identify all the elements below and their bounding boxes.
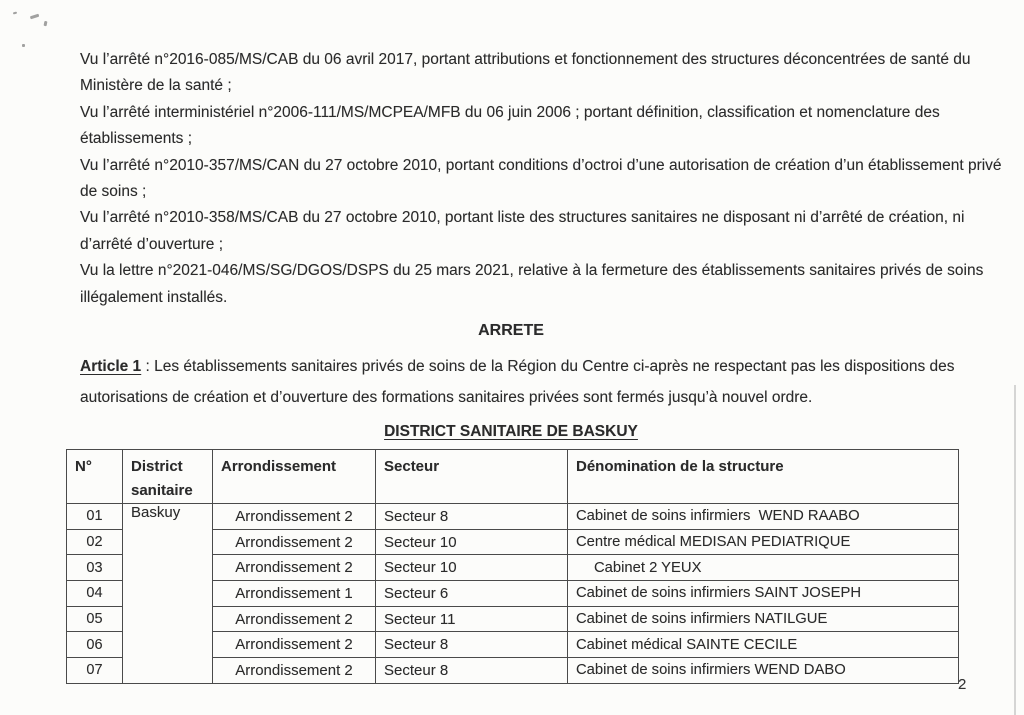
header-secteur: Secteur xyxy=(376,450,568,504)
preamble-line: d’arrêté d’ouverture ; xyxy=(80,235,224,253)
cell-secteur: Secteur 8 xyxy=(376,658,568,684)
table-title: DISTRICT SANITAIRE DE BASKUY xyxy=(384,423,638,440)
page-number: 2 xyxy=(958,676,967,693)
scan-edge-line xyxy=(1014,385,1016,715)
cell-num: 04 xyxy=(67,581,123,607)
header-arrondissement: Arrondissement xyxy=(213,450,376,504)
article-1-text: : Les établissements sanitaires privés de soins de la Région du Centre ci-après ne respectant pas les dispositions des xyxy=(141,358,955,375)
header-denomination: Dénomination de la structure xyxy=(568,450,959,504)
article-1 xyxy=(80,351,955,413)
cell-denomination: Centre médical MEDISAN PEDIATRIQUE xyxy=(568,529,959,555)
table-header-row xyxy=(67,450,959,504)
preamble-line: Vu la lettre n°2021-046/MS/SG/DGOS/DSPS du 25 mars 2021, relative à la fermeture des établissements sanitaires privés de soins xyxy=(80,262,984,280)
cell-num: 05 xyxy=(67,606,123,632)
cell-secteur: Secteur 10 xyxy=(376,529,568,555)
preamble-line: Vu l’arrêté n°2016-085/MS/CAB du 06 avril 2017, portant attributions et fonctionnement des structures déconcentrées de santé du xyxy=(80,51,971,68)
article-1-line: autorisations de création et d’ouverture des formations sanitaires privées sont fermés jusqu’à nouvel ordre. xyxy=(80,389,813,406)
cell-denomination: Cabinet 2 YEUX xyxy=(568,555,959,581)
cell-secteur: Secteur 8 xyxy=(376,504,568,530)
cell-arrondissement: Arrondissement 2 xyxy=(213,529,376,555)
cell-secteur: Secteur 6 xyxy=(376,581,568,607)
cell-secteur: Secteur 10 xyxy=(376,555,568,581)
cell-denomination: Cabinet de soins infirmiers WEND DABO xyxy=(568,658,959,684)
cell-denomination: Cabinet de soins infirmiers WEND RAABO xyxy=(568,504,959,530)
preamble-line: de soins ; xyxy=(80,182,147,200)
cell-district: Baskuy xyxy=(123,504,213,684)
cell-arrondissement: Arrondissement 2 xyxy=(213,658,376,684)
cell-secteur: Secteur 8 xyxy=(376,632,568,658)
article-1-label: Article 1 xyxy=(80,358,142,375)
pen-mark xyxy=(13,12,17,15)
preamble-line: Vu l’arrêté interministériel n°2006-111/MS/MCPEA/MFB du 06 juin 2006 ; portant définition, classification et nomenclature des xyxy=(80,103,940,121)
preamble-line: Vu l’arrêté n°2010-358/MS/CAB du 27 octobre 2010, portant liste des structures sanitaires ne disposant ni d’arrêté de création, ni xyxy=(80,209,965,227)
preamble-line: établissements ; xyxy=(80,130,192,148)
preamble-line: Vu l’arrêté n°2010-357/MS/CAN du 27 octobre 2010, portant conditions d’octroi d’une autorisation de création d’un établissement privé xyxy=(80,156,1002,174)
cell-arrondissement: Arrondissement 2 xyxy=(213,555,376,581)
header-district: District sanitaire xyxy=(123,450,213,504)
cell-num: 01 xyxy=(67,504,123,530)
header-num: N° xyxy=(67,450,123,504)
arrete-heading: ARRETE xyxy=(478,322,544,339)
cell-denomination: Cabinet de soins infirmiers NATILGUE xyxy=(568,606,959,632)
cell-arrondissement: Arrondissement 2 xyxy=(213,632,376,658)
cell-denomination: Cabinet de soins infirmiers SAINT JOSEPH xyxy=(568,581,959,607)
preamble-line: Ministère de la santé ; xyxy=(80,77,232,95)
cell-num: 03 xyxy=(67,555,123,581)
article-1-line xyxy=(80,351,955,382)
district-table xyxy=(66,449,959,684)
pen-mark xyxy=(30,14,39,19)
cell-num: 06 xyxy=(67,632,123,658)
table-row xyxy=(67,504,959,530)
preamble xyxy=(80,47,1002,311)
cell-secteur: Secteur 11 xyxy=(376,606,568,632)
cell-num: 02 xyxy=(67,529,123,555)
pen-mark xyxy=(44,21,47,26)
pen-mark xyxy=(22,44,25,47)
cell-arrondissement: Arrondissement 1 xyxy=(213,581,376,607)
cell-num: 07 xyxy=(67,658,123,684)
cell-arrondissement: Arrondissement 2 xyxy=(213,504,376,530)
cell-arrondissement: Arrondissement 2 xyxy=(213,606,376,632)
preamble-line: illégalement installés. xyxy=(80,288,228,306)
cell-denomination: Cabinet médical SAINTE CECILE xyxy=(568,632,959,658)
